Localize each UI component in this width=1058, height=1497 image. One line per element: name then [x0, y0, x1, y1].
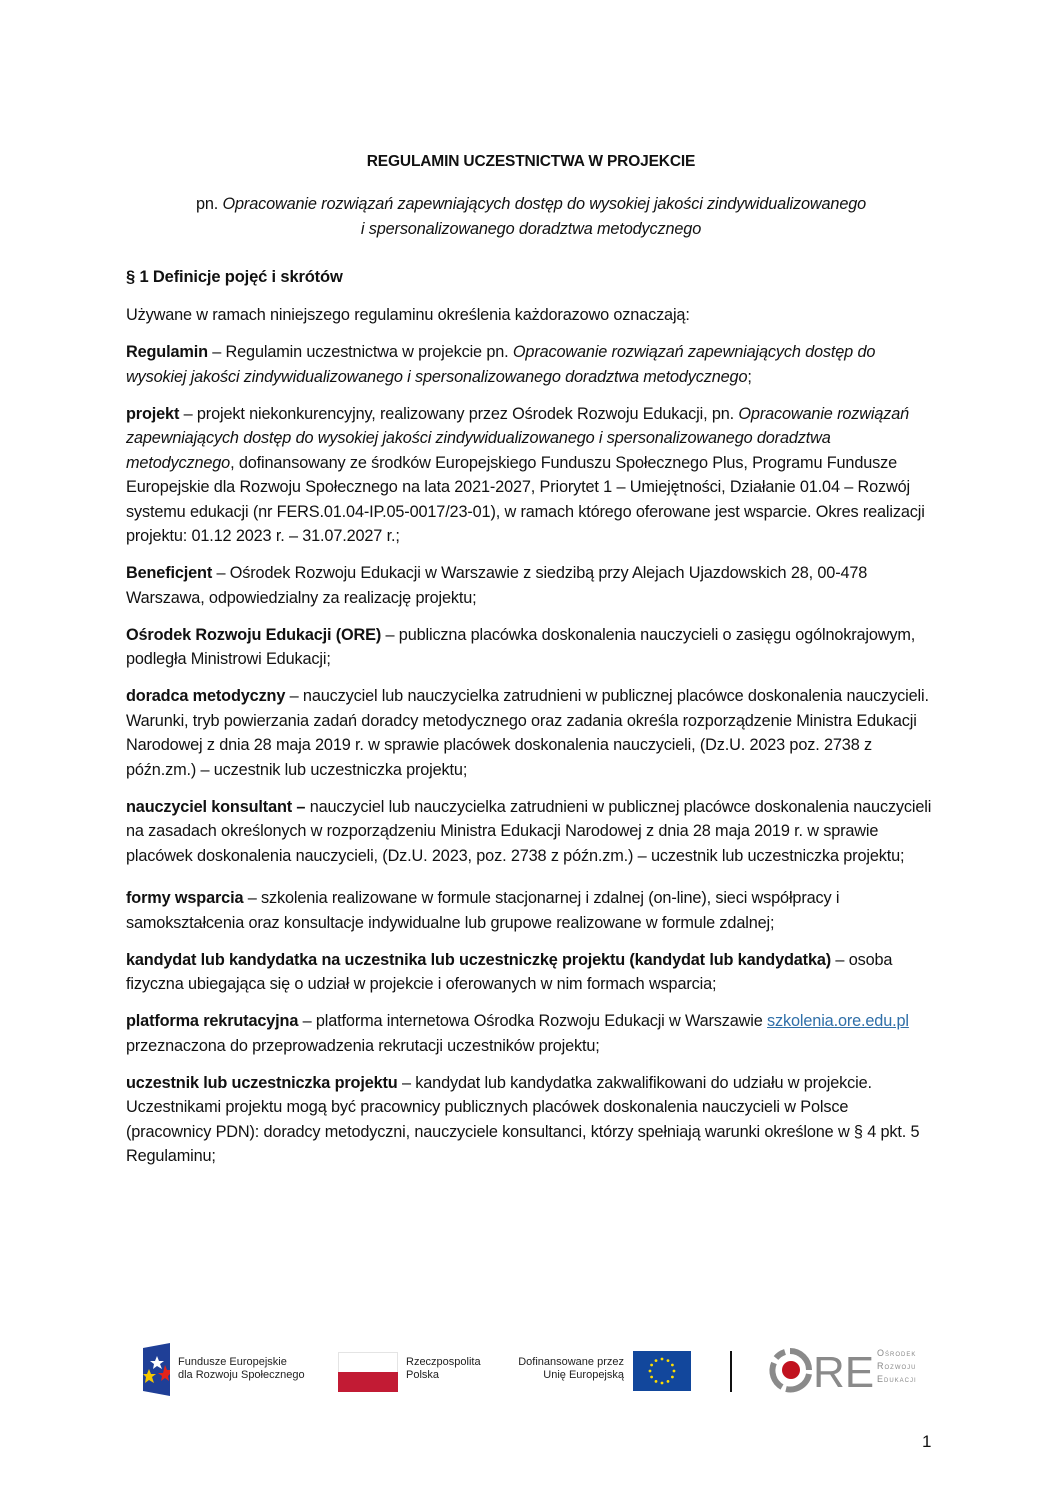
document-subtitle: [126, 192, 936, 242]
definition-beneficjent: [126, 561, 936, 610]
eu-line-2: Unię Europejską: [543, 1369, 624, 1381]
pl-line-1: Rzeczpospolita: [406, 1356, 481, 1368]
document-title: REGULAMIN UCZESTNICTWA W PROJEKCIE: [366, 153, 696, 170]
definition-separator: –: [243, 889, 262, 907]
section-heading: § 1 Definicje pojęć i skrótów: [126, 267, 343, 286]
definition-italic: Opracowanie rozwiązań zapewniających dostęp do wysokiej jakości zindywidualizowanego i spersonalizowanego doradztwa metodycznego: [126, 404, 910, 472]
eu-star-icon: [661, 1358, 664, 1361]
definition-ore: [126, 623, 936, 672]
ore-sub-2: Rozwoju: [877, 1361, 917, 1371]
fundusze-europejskie-logo-icon: [143, 1343, 170, 1396]
eu-star-icon: [655, 1380, 658, 1383]
definition-uczestnik: [126, 1071, 936, 1169]
ore-full-name: [877, 1347, 917, 1386]
eu-star-icon: [667, 1359, 670, 1362]
fe-line-1: Fundusze Europejskie: [178, 1356, 287, 1368]
definition-term: doradca metodyczny: [126, 687, 286, 705]
eu-star-icon: [673, 1370, 676, 1373]
definition-text: nauczyciel lub nauczycielka zatrudnieni w publicznej placówce doskonalenia nauczycieli na zasadach określonych w rozporządzeniu Ministra Edukacji Narodowej z dnia 28 maja 2019 r. w sprawie placówek doskonalenia nauczycieli, (Dz.U. 2023, poz. 2738 z późn.zm.) – uczestnik lub uczestniczka projektu;: [126, 797, 932, 865]
definition-term: uczestnik lub uczestniczka projektu: [126, 1073, 398, 1092]
footer-divider: [730, 1351, 732, 1392]
definition-italic: Opracowanie rozwiązań zapewniających dostęp do wysokiej jakości zindywidualizowanego i spersonalizowanego doradztwa metodycznego: [126, 343, 876, 386]
subtitle-prefix: pn.: [195, 194, 223, 213]
rzeczpospolita-polska-label: [406, 1356, 481, 1382]
eu-line-1: Dofinansowane przez: [518, 1356, 624, 1368]
eu-star-icon: [650, 1364, 653, 1367]
eu-star-icon: [650, 1376, 653, 1379]
definition-platforma-rekrutacyjna: [126, 1009, 936, 1058]
eu-star-icon: [661, 1382, 664, 1385]
fe-line-2: dla Rozwoju Społecznego: [178, 1369, 305, 1381]
definition-term: nauczyciel konsultant –: [126, 797, 306, 816]
definition-formy-wsparcia: [126, 886, 936, 935]
ore-logo-icon: [770, 1347, 875, 1397]
definition-term: formy wsparcia: [126, 889, 244, 907]
eu-cofinancing-label: [508, 1356, 624, 1382]
definition-separator: –: [397, 1073, 416, 1092]
eu-star-icon: [649, 1370, 652, 1373]
eu-star-icon: [671, 1376, 674, 1379]
page-number: 1: [922, 1432, 932, 1451]
definition-text: kandydat lub kandydatka zakwalifikowani do udziału w projekcie. Uczestnikami projektu mogą być pracownicy publicznych placówek doskonalenia nauczycieli w Polsce (pracownicy PDN): doradcy metodyczni, nauczyciele konsultanci, którzy spełniają warunki określone w § 4 pkt. 5 Regulaminu;: [126, 1073, 920, 1165]
definition-text-end: , dofinansowany ze środków Europejskiego Funduszu Społecznego Plus, Programu Fundusze Europejskie dla Rozwoju Społecznego na lata 2021-2027, Priorytet 1 – Umiejętności, Działanie 01.04 – Rozwój systemu edukacji (nr FERS.01.04-IP.05-0017/23-01), w ramach którego oferowane jest wsparcie. Okres realizacji projektu: 01.12 2023 r. – 31.07.2027 r.;: [126, 453, 925, 545]
eu-star-icon: [655, 1359, 658, 1362]
definition-projekt: [126, 402, 936, 549]
definition-separator: –: [207, 343, 226, 361]
definition-text: Ośrodek Rozwoju Edukacji w Warszawie z siedzibą przy Alejach Ujazdowskich 28, 00-478 Warszawa, odpowiedzialny za realizację projektu;: [126, 564, 868, 607]
fundusze-europejskie-label: [178, 1356, 305, 1382]
definition-separator: –: [212, 564, 230, 582]
definition-text: projekt niekonkurencyjny, realizowany przez Ośrodek Rozwoju Edukacji, pn.: [196, 404, 739, 423]
definition-text: publiczna placówka doskonalenia nauczycieli o zasięgu ogólnokrajowym, podległa Ministrowi Edukacji;: [126, 625, 916, 668]
definition-text: nauczyciel lub nauczycielka zatrudnieni w publicznej placówce doskonalenia nauczycieli. Warunki, tryb powierzania zadań doradcy metodycznego oraz zadania określa rozporządzenie Ministra Edukacji Narodowej z dnia 28 maja 2019 r. w sprawie placówek doskonalenia nauczycieli, (Dz.U. 2023 poz. 2738 z późn.zm.) – uczestnik lub uczestniczka projektu;: [126, 687, 929, 779]
definition-term: Ośrodek Rozwoju Edukacji (ORE): [126, 625, 382, 644]
definition-doradca-metodyczny: [126, 684, 936, 782]
definition-term: Beneficjent: [126, 564, 213, 582]
definition-text: szkolenia realizowane w formule stacjonarnej i zdalnej (on-line), sieci współpracy i samokształcenia oraz konsultacje indywidualne lub grupowe realizowane w formule zdalnej;: [126, 889, 840, 932]
definition-text: osoba fizyczna ubiegająca się o udział w projekcie i oferowanych w nim formach wsparcia;: [126, 950, 893, 993]
eu-star-icon: [671, 1364, 674, 1367]
intro-paragraph: Używane w ramach niniejszego regulaminu określenia każdorazowo oznaczają:: [126, 306, 690, 324]
platform-link[interactable]: szkolenia.ore.edu.pl: [767, 1012, 909, 1030]
eu-flag-icon: [633, 1351, 691, 1391]
definition-separator: –: [179, 404, 197, 423]
ore-sub-3: Edukacji: [877, 1374, 917, 1384]
definition-term: projekt: [126, 404, 180, 423]
definition-term: platforma rekrutacyjna: [126, 1012, 299, 1030]
definition-text-end: przeznaczona do przeprowadzenia rekrutacji uczestników projektu;: [126, 1036, 600, 1055]
polish-flag-icon: [338, 1352, 398, 1392]
definition-separator: –: [285, 687, 303, 705]
definition-text-end: ;: [747, 367, 752, 386]
definition-kandydat: [126, 948, 936, 997]
definition-separator: –: [298, 1012, 316, 1030]
definition-text: Regulamin uczestnictwa w projekcie pn.: [225, 343, 513, 361]
definition-term: Regulamin: [126, 343, 208, 361]
definition-separator: –: [831, 950, 849, 969]
definition-text: platforma internetowa Ośrodka Rozwoju Edukacji w Warszawie: [315, 1012, 768, 1030]
pl-line-2: Polska: [406, 1369, 440, 1381]
ore-sub-1: Ośrodek: [877, 1348, 917, 1358]
document-body: [126, 150, 936, 1181]
subtitle-line-1: Opracowanie rozwiązań zapewniających dostęp do wysokiej jakości zindywidualizowanego: [222, 194, 867, 213]
footer-logos: [0, 1340, 1058, 1400]
eu-star-icon: [667, 1380, 670, 1383]
definition-nauczyciel-konsultant: [126, 795, 936, 869]
definition-term: kandydat lub kandydatka na uczestnika lub uczestniczkę projektu (kandydat lub kandydatka): [126, 950, 832, 969]
definition-separator: –: [381, 625, 399, 644]
ore-letters: RE: [813, 1348, 875, 1397]
definition-regulamin: [126, 340, 936, 389]
subtitle-line-2: i spersonalizowanego doradztwa metodycznego: [360, 219, 702, 238]
